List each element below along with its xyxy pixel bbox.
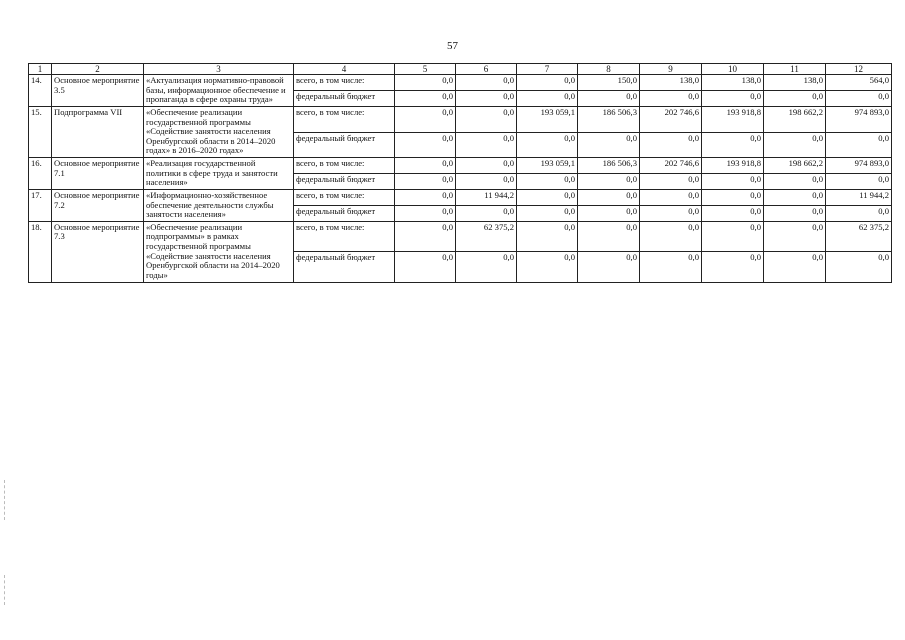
row-description: «Реализация государственной политики в сфере труда и занятости населения» [144, 158, 294, 190]
funding-source: всего, в том числе: [294, 221, 395, 251]
value-cell: 0,0 [395, 158, 456, 174]
value-cell: 974 893,0 [826, 106, 892, 132]
value-cell: 0,0 [764, 91, 826, 107]
row-name: Основное мероприятие 7.3 [52, 221, 144, 282]
value-cell: 0,0 [517, 221, 578, 251]
value-cell: 0,0 [517, 91, 578, 107]
value-cell: 0,0 [702, 174, 764, 190]
value-cell: 193 059,1 [517, 158, 578, 174]
row-description: «Актуализация нормативно-правовой базы, информационное обеспечение и пропаганда в сфере охраны труда» [144, 75, 294, 107]
header-cell: 9 [640, 64, 702, 75]
table-row [29, 221, 892, 251]
value-cell: 0,0 [517, 189, 578, 205]
value-cell: 564,0 [826, 75, 892, 91]
value-cell: 0,0 [702, 205, 764, 221]
header-cell: 10 [702, 64, 764, 75]
header-cell: 6 [456, 64, 517, 75]
value-cell: 0,0 [640, 205, 702, 221]
header-cell: 7 [517, 64, 578, 75]
value-cell: 0,0 [826, 132, 892, 158]
row-name: Основное мероприятие 7.2 [52, 189, 144, 221]
value-cell: 198 662,2 [764, 158, 826, 174]
value-cell: 0,0 [395, 75, 456, 91]
value-cell: 0,0 [395, 174, 456, 190]
value-cell: 138,0 [764, 75, 826, 91]
value-cell: 0,0 [395, 205, 456, 221]
row-number: 15. [29, 106, 52, 157]
value-cell: 0,0 [826, 174, 892, 190]
value-cell: 0,0 [826, 205, 892, 221]
value-cell: 0,0 [456, 158, 517, 174]
value-cell: 0,0 [456, 91, 517, 107]
value-cell: 0,0 [826, 91, 892, 107]
header-cell: 5 [395, 64, 456, 75]
value-cell: 0,0 [640, 132, 702, 158]
value-cell: 0,0 [640, 221, 702, 251]
funding-source: всего, в том числе: [294, 75, 395, 91]
value-cell: 0,0 [395, 221, 456, 251]
table-body [29, 75, 892, 283]
value-cell: 0,0 [578, 205, 640, 221]
value-cell: 0,0 [640, 174, 702, 190]
funding-source: федеральный бюджет [294, 252, 395, 282]
value-cell: 11 944,2 [456, 189, 517, 205]
value-cell: 0,0 [578, 91, 640, 107]
value-cell: 0,0 [764, 221, 826, 251]
table-row [29, 106, 892, 132]
funding-source: всего, в том числе: [294, 106, 395, 132]
value-cell: 0,0 [456, 174, 517, 190]
table-header [29, 64, 892, 75]
value-cell: 0,0 [702, 91, 764, 107]
value-cell: 0,0 [517, 205, 578, 221]
value-cell: 0,0 [640, 91, 702, 107]
header-cell: 8 [578, 64, 640, 75]
value-cell: 0,0 [640, 189, 702, 205]
row-description: «Обеспечение реализации государственной программы «Содействие занятости населения Оренбургской области в 2014–2020 годах» в 2016–2020 годах» [144, 106, 294, 157]
row-description: «Информационно-хозяйственное обеспечение деятельности службы занятости населения» [144, 189, 294, 221]
value-cell: 150,0 [578, 75, 640, 91]
value-cell: 0,0 [578, 221, 640, 251]
row-number: 18. [29, 221, 52, 282]
header-cell: 4 [294, 64, 395, 75]
budget-table [28, 63, 892, 283]
value-cell: 0,0 [578, 174, 640, 190]
value-cell: 0,0 [702, 252, 764, 282]
value-cell: 193 918,8 [702, 106, 764, 132]
value-cell: 974 893,0 [826, 158, 892, 174]
value-cell: 193 059,1 [517, 106, 578, 132]
value-cell: 62 375,2 [456, 221, 517, 251]
row-number: 14. [29, 75, 52, 107]
value-cell: 0,0 [702, 189, 764, 205]
value-cell: 0,0 [517, 174, 578, 190]
value-cell: 0,0 [395, 252, 456, 282]
value-cell: 0,0 [456, 205, 517, 221]
value-cell: 0,0 [517, 252, 578, 282]
row-description: «Обеспечение реализации подпрограммы» в рамках государственной программы «Содействие занятости населения Оренбургской области на 2014–2020 годы» [144, 221, 294, 282]
table-row [29, 158, 892, 174]
value-cell: 193 918,8 [702, 158, 764, 174]
value-cell: 0,0 [764, 174, 826, 190]
value-cell: 0,0 [702, 132, 764, 158]
funding-source: федеральный бюджет [294, 91, 395, 107]
value-cell: 0,0 [826, 252, 892, 282]
value-cell: 0,0 [456, 75, 517, 91]
header-cell: 2 [52, 64, 144, 75]
value-cell: 202 746,6 [640, 158, 702, 174]
value-cell: 0,0 [764, 189, 826, 205]
header-cell: 11 [764, 64, 826, 75]
value-cell: 0,0 [578, 252, 640, 282]
row-number: 16. [29, 158, 52, 190]
header-cell: 3 [144, 64, 294, 75]
value-cell: 0,0 [764, 252, 826, 282]
value-cell: 138,0 [640, 75, 702, 91]
table-row [29, 189, 892, 205]
header-cell: 1 [29, 64, 52, 75]
value-cell: 0,0 [456, 106, 517, 132]
value-cell: 186 506,3 [578, 106, 640, 132]
row-name: Подпрограмма VII [52, 106, 144, 157]
value-cell: 0,0 [395, 91, 456, 107]
row-name: Основное мероприятие 7.1 [52, 158, 144, 190]
page-number: 57 [447, 40, 458, 52]
funding-source: федеральный бюджет [294, 132, 395, 158]
value-cell: 0,0 [640, 252, 702, 282]
value-cell: 11 944,2 [826, 189, 892, 205]
table-row [29, 75, 892, 91]
value-cell: 0,0 [395, 106, 456, 132]
header-cell: 12 [826, 64, 892, 75]
value-cell: 0,0 [702, 221, 764, 251]
margin-mark [4, 480, 6, 520]
value-cell: 0,0 [764, 132, 826, 158]
value-cell: 202 746,6 [640, 106, 702, 132]
value-cell: 0,0 [517, 132, 578, 158]
value-cell: 62 375,2 [826, 221, 892, 251]
row-number: 17. [29, 189, 52, 221]
value-cell: 0,0 [578, 189, 640, 205]
funding-source: всего, в том числе: [294, 158, 395, 174]
value-cell: 0,0 [517, 75, 578, 91]
value-cell: 0,0 [456, 252, 517, 282]
margin-mark [4, 575, 6, 605]
value-cell: 0,0 [764, 205, 826, 221]
value-cell: 0,0 [578, 132, 640, 158]
value-cell: 0,0 [395, 189, 456, 205]
funding-source: федеральный бюджет [294, 205, 395, 221]
row-name: Основное мероприятие 3.5 [52, 75, 144, 107]
funding-source: федеральный бюджет [294, 174, 395, 190]
funding-source: всего, в том числе: [294, 189, 395, 205]
value-cell: 198 662,2 [764, 106, 826, 132]
value-cell: 186 506,3 [578, 158, 640, 174]
value-cell: 0,0 [395, 132, 456, 158]
value-cell: 138,0 [702, 75, 764, 91]
value-cell: 0,0 [456, 132, 517, 158]
